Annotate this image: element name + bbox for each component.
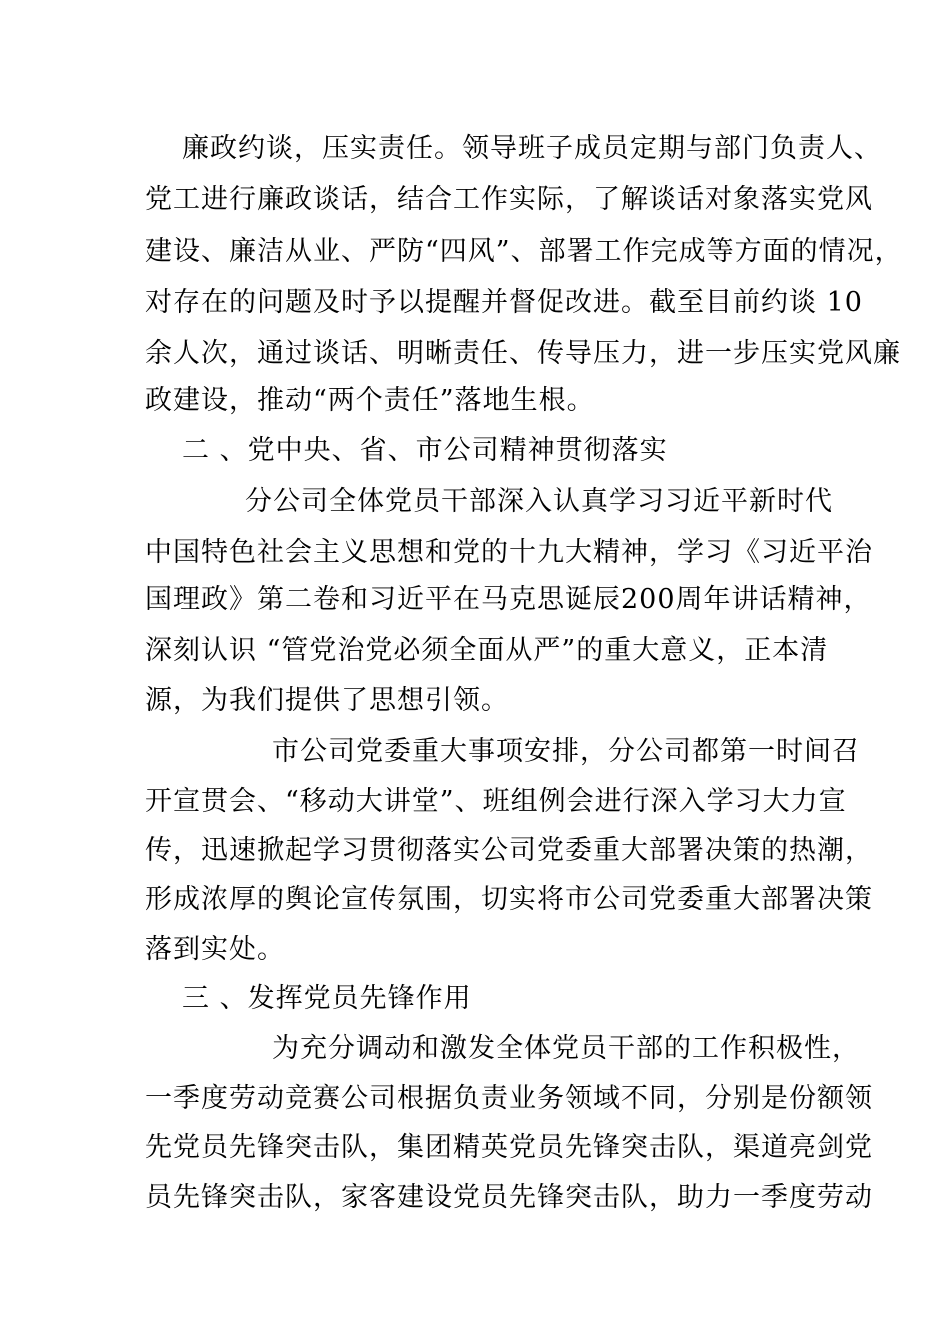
section-heading: 二 、党中央、省、市公司精神贯彻落实 bbox=[182, 435, 668, 466]
text-line: 市公司党委重大事项安排，分公司都第一时间召 bbox=[272, 736, 860, 767]
text-line: 深刻认识 “管党治党必须全面从严”的重大意义，正本清 bbox=[145, 635, 829, 666]
text-line: 廉政约谈，压实责任。领导班子成员定期与部门负责人、 bbox=[182, 133, 882, 164]
text-line: 先党员先锋突击队，集团精英党员先锋突击队，渠道亮剑党 bbox=[145, 1132, 873, 1163]
text-line: 落到实处。 bbox=[145, 934, 285, 965]
text-line: 余人次，通过谈话、明晰责任、传导压力，进一步压实党风廉 bbox=[145, 338, 901, 369]
text-line: 传，迅速掀起学习贯彻落实公司党委重大部署决策的热潮， bbox=[145, 835, 873, 866]
text-line: 为充分调动和激发全体党员干部的工作积极性， bbox=[272, 1033, 860, 1064]
text-line: 党工进行廉政谈话，结合工作实际，了解谈话对象落实党风 bbox=[145, 184, 873, 215]
text-line: 源，为我们提供了思想引领。 bbox=[145, 685, 509, 716]
text-line: 建设、廉洁从业、严防“四风”、部署工作完成等方面的情况， bbox=[145, 236, 903, 267]
text-line: 形成浓厚的舆论宣传氛围，切实将市公司党委重大部署决策 bbox=[145, 884, 873, 915]
text-line: 开宣贯会、“移动大讲堂”、班组例会进行深入学习大力宣 bbox=[145, 786, 847, 817]
text-line: 员先锋突击队，家客建设党员先锋突击队，助力一季度劳动 bbox=[145, 1182, 873, 1213]
text-line: 中国特色社会主义思想和党的十九大精神，学习《习近平治 bbox=[145, 537, 873, 568]
text-line: 国理政》第二卷和习近平在马克思诞辰200周年讲话精神， bbox=[145, 584, 872, 615]
text-line: 一季度劳动竞赛公司根据负责业务领域不同，分别是份额领 bbox=[145, 1083, 873, 1114]
text-line: 对存在的问题及时予以提醒并督促改进。截至目前约谈 10 bbox=[145, 287, 863, 318]
section-heading: 三 、发挥党员先锋作用 bbox=[182, 983, 472, 1014]
text-line: 政建设，推动“两个责任”落地生根。 bbox=[145, 385, 595, 416]
text-line: 分公司全体党员干部深入认真学习习近平新时代 bbox=[245, 486, 833, 517]
